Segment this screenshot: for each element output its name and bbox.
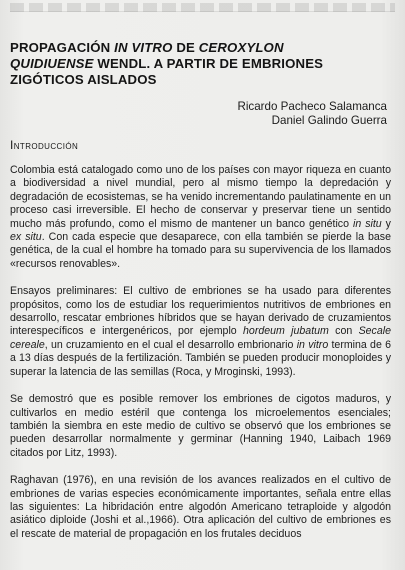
article-title [10, 40, 391, 88]
paragraph-text: Raghavan (1976), en una revisión de los avances realizados en el cultivo de embriones de varias especies económicamente importantes, señala entre ellas las siguientes: La hibridación entre algodón Americano tetraploide y algodón asiático diploide (Joshi et al.,1966). Otra aplicación del cultivo de embriones es el rescate de material de propagación en los frutales deciduos [10, 474, 391, 540]
paragraph-text: termina de 6 a 13 días después de la fertilización. También se pueden producir monoploides y superar la latencia de las semillas (Roca, y Mroginski, 1993). [10, 338, 391, 378]
paragraph-text: y [381, 217, 391, 230]
paragraph-text: Ensayos preliminares: El cultivo de embriones se ha usado para diferentes propósitos, como los de estudiar los requerimientos nutritivos de embriones en desarrollo, rescatar embriones híbridos que se hayan derivado de cruzamientos interespecíficos e intergenéricos, por ejemplo [10, 285, 391, 338]
author-list [10, 100, 391, 128]
paragraph-italic: Secale cereale [10, 325, 391, 351]
author-name: Daniel Galindo Guerra [271, 114, 387, 127]
paragraph-italic: in vitro [296, 338, 329, 351]
paragraph-text: con [328, 325, 359, 338]
paragraph-text: . Con cada especie que desaparece, con ella también se pierde la base genética, de la cual el hombre ha tomado para su supervivencia de los llamados «recursos renovables». [10, 231, 391, 270]
title-italic: CEROXYLON [198, 40, 284, 55]
paragraph-text: Se demostró que es posible remover los embriones de cigotos maduros, y cultivarlos en medio estéril que contenga los microelementos esenciales; también la siembra en este medio de cultivo se observó que los embriones se pueden desarrollar normalmente y germinar (Hanning 1940, Laibach 1969 citados por Litz, 1993). [10, 393, 391, 459]
paragraph [10, 285, 391, 379]
title-text: PROPAGACIÓN [10, 40, 115, 55]
paragraph [10, 474, 391, 541]
paragraph [10, 164, 391, 271]
title-text: ZIGÓTICOS AISLADOS [10, 72, 157, 87]
paragraph [10, 393, 391, 460]
author-name: Ricardo Pacheco Salamanca [237, 100, 387, 113]
paragraph-text: Colombia está catalogado como uno de los países con mayor riqueza en cuanto a biodiversidad a nivel mundial, pero al mismo tiempo la depredación y degradación de ecosistemas, se ha venido incrementando paulatinamente en un proceso casi irreversible. El hecho de conservar y preservar tiene un sentido mucho más profundo, como el mismo de mantener un banco genético [10, 164, 391, 230]
section-heading: Introducción [10, 138, 79, 152]
paragraph-italic: in situ [352, 217, 382, 230]
article [10, 40, 391, 541]
paragraph-italic: ex situ [10, 231, 42, 244]
paragraph-text: , un cruzamiento en el cual el desarrollo embrionario [44, 338, 297, 351]
title-italic: QUIDIUENSE [10, 56, 94, 71]
bleed-through-header [10, 3, 395, 12]
title-text: WENDL. A PARTIR DE EMBRIONES [93, 56, 324, 71]
paragraph-italic: hordeum jubatum [243, 325, 329, 338]
title-italic: IN VITRO [114, 40, 173, 55]
title-text: DE [172, 40, 199, 55]
